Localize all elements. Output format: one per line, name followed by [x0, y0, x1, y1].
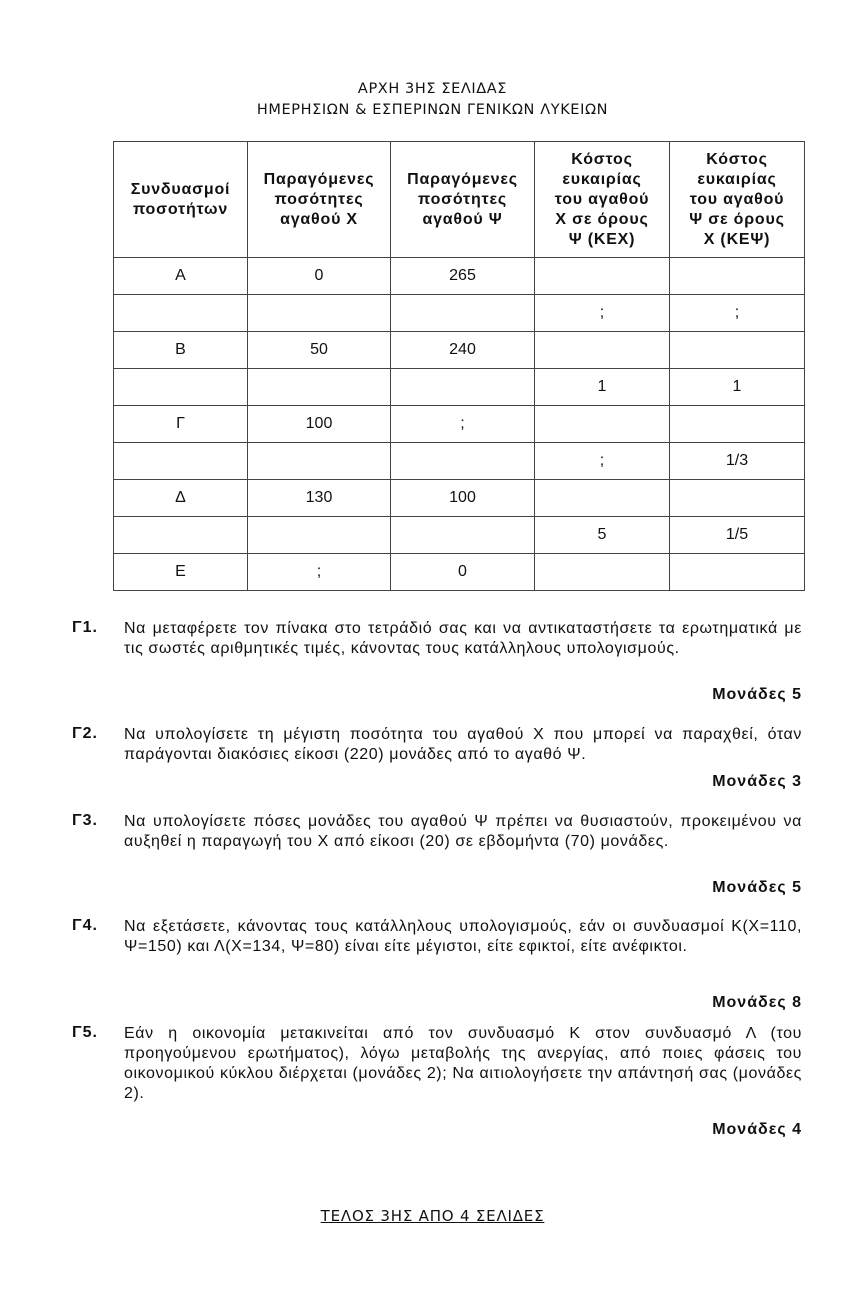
- question-text: Εάν η οικονομία μετακινείται από τον συνδυασμό Κ στον συνδυασμό Λ (του προηγούμενου ερωτήματος), λόγω μεταβολής της ανεργίας, από ποιες φάσεις του οικονομικού κύκλου διέρχεται (μονάδες 2); Να αιτιολογήσετε την απάντησή σας (μονάδες 2).: [124, 1025, 802, 1102]
- table-cell: [535, 406, 670, 443]
- table-cell: [114, 517, 248, 554]
- table-cell: [535, 554, 670, 591]
- question-marks: Μονάδες 4: [712, 1121, 802, 1138]
- page-header: [0, 79, 865, 121]
- footer-text: ΤΕΛΟΣ 3ΗΣ ΑΠΟ 4 ΣΕΛΙΔΕΣ: [320, 1207, 545, 1225]
- table-cell: Α: [114, 258, 248, 295]
- table-row: [114, 517, 805, 554]
- question-text: Να υπολογίσετε πόσες μονάδες του αγαθού Ψ πρέπει να θυσιαστούν, προκειμένου να αυξηθεί η παραγωγή του Χ από είκοσι (20) σε εβδομήντα (70) μονάδες.: [124, 813, 802, 850]
- header-quantity-x: Παραγόμενες ποσότητες αγαθού Χ: [248, 142, 391, 258]
- table-row: [114, 258, 805, 295]
- table-cell: [114, 443, 248, 480]
- table-cell: [248, 517, 391, 554]
- table-cell: ;: [670, 295, 805, 332]
- table-cell: Γ: [114, 406, 248, 443]
- page-footer: [0, 1207, 865, 1225]
- question-marks: Μονάδες 5: [712, 686, 802, 703]
- table-cell: [248, 295, 391, 332]
- table-cell: Β: [114, 332, 248, 369]
- question-text: Να μεταφέρετε τον πίνακα στο τετράδιό σας και να αντικαταστήσετε τα ερωτηματικά με τις σωστές αριθμητικές τιμές, κάνοντας τους κατάλληλους υπολογισμούς.: [124, 620, 802, 657]
- table-cell: 1/3: [670, 443, 805, 480]
- table-row: [114, 295, 805, 332]
- table-cell: [391, 295, 535, 332]
- question-number: Γ4.: [72, 917, 98, 934]
- header-line-1: ΑΡΧΗ 3ΗΣ ΣΕΛΙΔΑΣ: [357, 81, 508, 97]
- table-cell: 50: [248, 332, 391, 369]
- table-cell: 100: [248, 406, 391, 443]
- header-line-2: ΗΜΕΡΗΣΙΩΝ & ΕΣΠΕΡΙΝΩΝ ΓΕΝΙΚΩΝ ΛΥΚΕΙΩΝ: [256, 102, 609, 118]
- header-quantity-y: Παραγόμενες ποσότητες αγαθού Ψ: [391, 142, 535, 258]
- table-cell: [670, 406, 805, 443]
- header-combinations: Συνδυασμοί ποσοτήτων: [114, 142, 248, 258]
- table-cell: [670, 554, 805, 591]
- question-number: Γ2.: [72, 725, 98, 742]
- question-marks: Μονάδες 8: [712, 994, 802, 1011]
- header-opportunity-cost-y: Κόστος ευκαιρίας του αγαθού Ψ σε όρους Χ (ΚΕΨ): [670, 142, 805, 258]
- header-opportunity-cost-x: Κόστος ευκαιρίας του αγαθού Χ σε όρους Ψ (ΚΕΧ): [535, 142, 670, 258]
- table-cell: Ε: [114, 554, 248, 591]
- table-row: [114, 480, 805, 517]
- table-cell: [114, 369, 248, 406]
- table-cell: [391, 369, 535, 406]
- table-cell: [535, 480, 670, 517]
- table-cell: 0: [248, 258, 391, 295]
- table-cell: [670, 480, 805, 517]
- question-number: Γ3.: [72, 812, 98, 829]
- table-cell: ;: [248, 554, 391, 591]
- table-cell: ;: [535, 295, 670, 332]
- table-cell: [670, 258, 805, 295]
- table-cell: 1: [535, 369, 670, 406]
- table-cell: Δ: [114, 480, 248, 517]
- table-cell: [248, 443, 391, 480]
- table-cell: [114, 295, 248, 332]
- table-cell: 130: [248, 480, 391, 517]
- table-cell: 240: [391, 332, 535, 369]
- table-row: [114, 369, 805, 406]
- table-cell: 265: [391, 258, 535, 295]
- question-text: Να υπολογίσετε τη μέγιστη ποσότητα του αγαθού Χ που μπορεί να παραχθεί, όταν παράγονται διακόσιες είκοσι (220) μονάδες από το αγαθό Ψ.: [124, 726, 802, 763]
- question-number: Γ5.: [72, 1024, 98, 1041]
- table-cell: ;: [391, 406, 535, 443]
- table-cell: 0: [391, 554, 535, 591]
- question-number: Γ1.: [72, 619, 98, 636]
- table-header-row: [114, 142, 805, 258]
- table-cell: 100: [391, 480, 535, 517]
- table-row: [114, 332, 805, 369]
- table-cell: 5: [535, 517, 670, 554]
- question-marks: Μονάδες 5: [712, 879, 802, 896]
- table-cell: [535, 332, 670, 369]
- table-row: [114, 443, 805, 480]
- table-cell: [535, 258, 670, 295]
- table-cell: [670, 332, 805, 369]
- table-cell: ;: [535, 443, 670, 480]
- table-cell: 1/5: [670, 517, 805, 554]
- table-row: [114, 406, 805, 443]
- table-cell: [391, 517, 535, 554]
- question-marks: Μονάδες 3: [712, 773, 802, 790]
- table-cell: [391, 443, 535, 480]
- table-cell: [248, 369, 391, 406]
- production-possibilities-table: [113, 141, 805, 591]
- question-text: Να εξετάσετε, κάνοντας τους κατάλληλους υπολογισμούς, εάν οι συνδυασμοί Κ(Χ=110, Ψ=150) και Λ(Χ=134, Ψ=80) είναι είτε μέγιστοι, είτε εφικτοί, είτε ανέφικτοι.: [124, 918, 802, 955]
- table-cell: 1: [670, 369, 805, 406]
- table-row: [114, 554, 805, 591]
